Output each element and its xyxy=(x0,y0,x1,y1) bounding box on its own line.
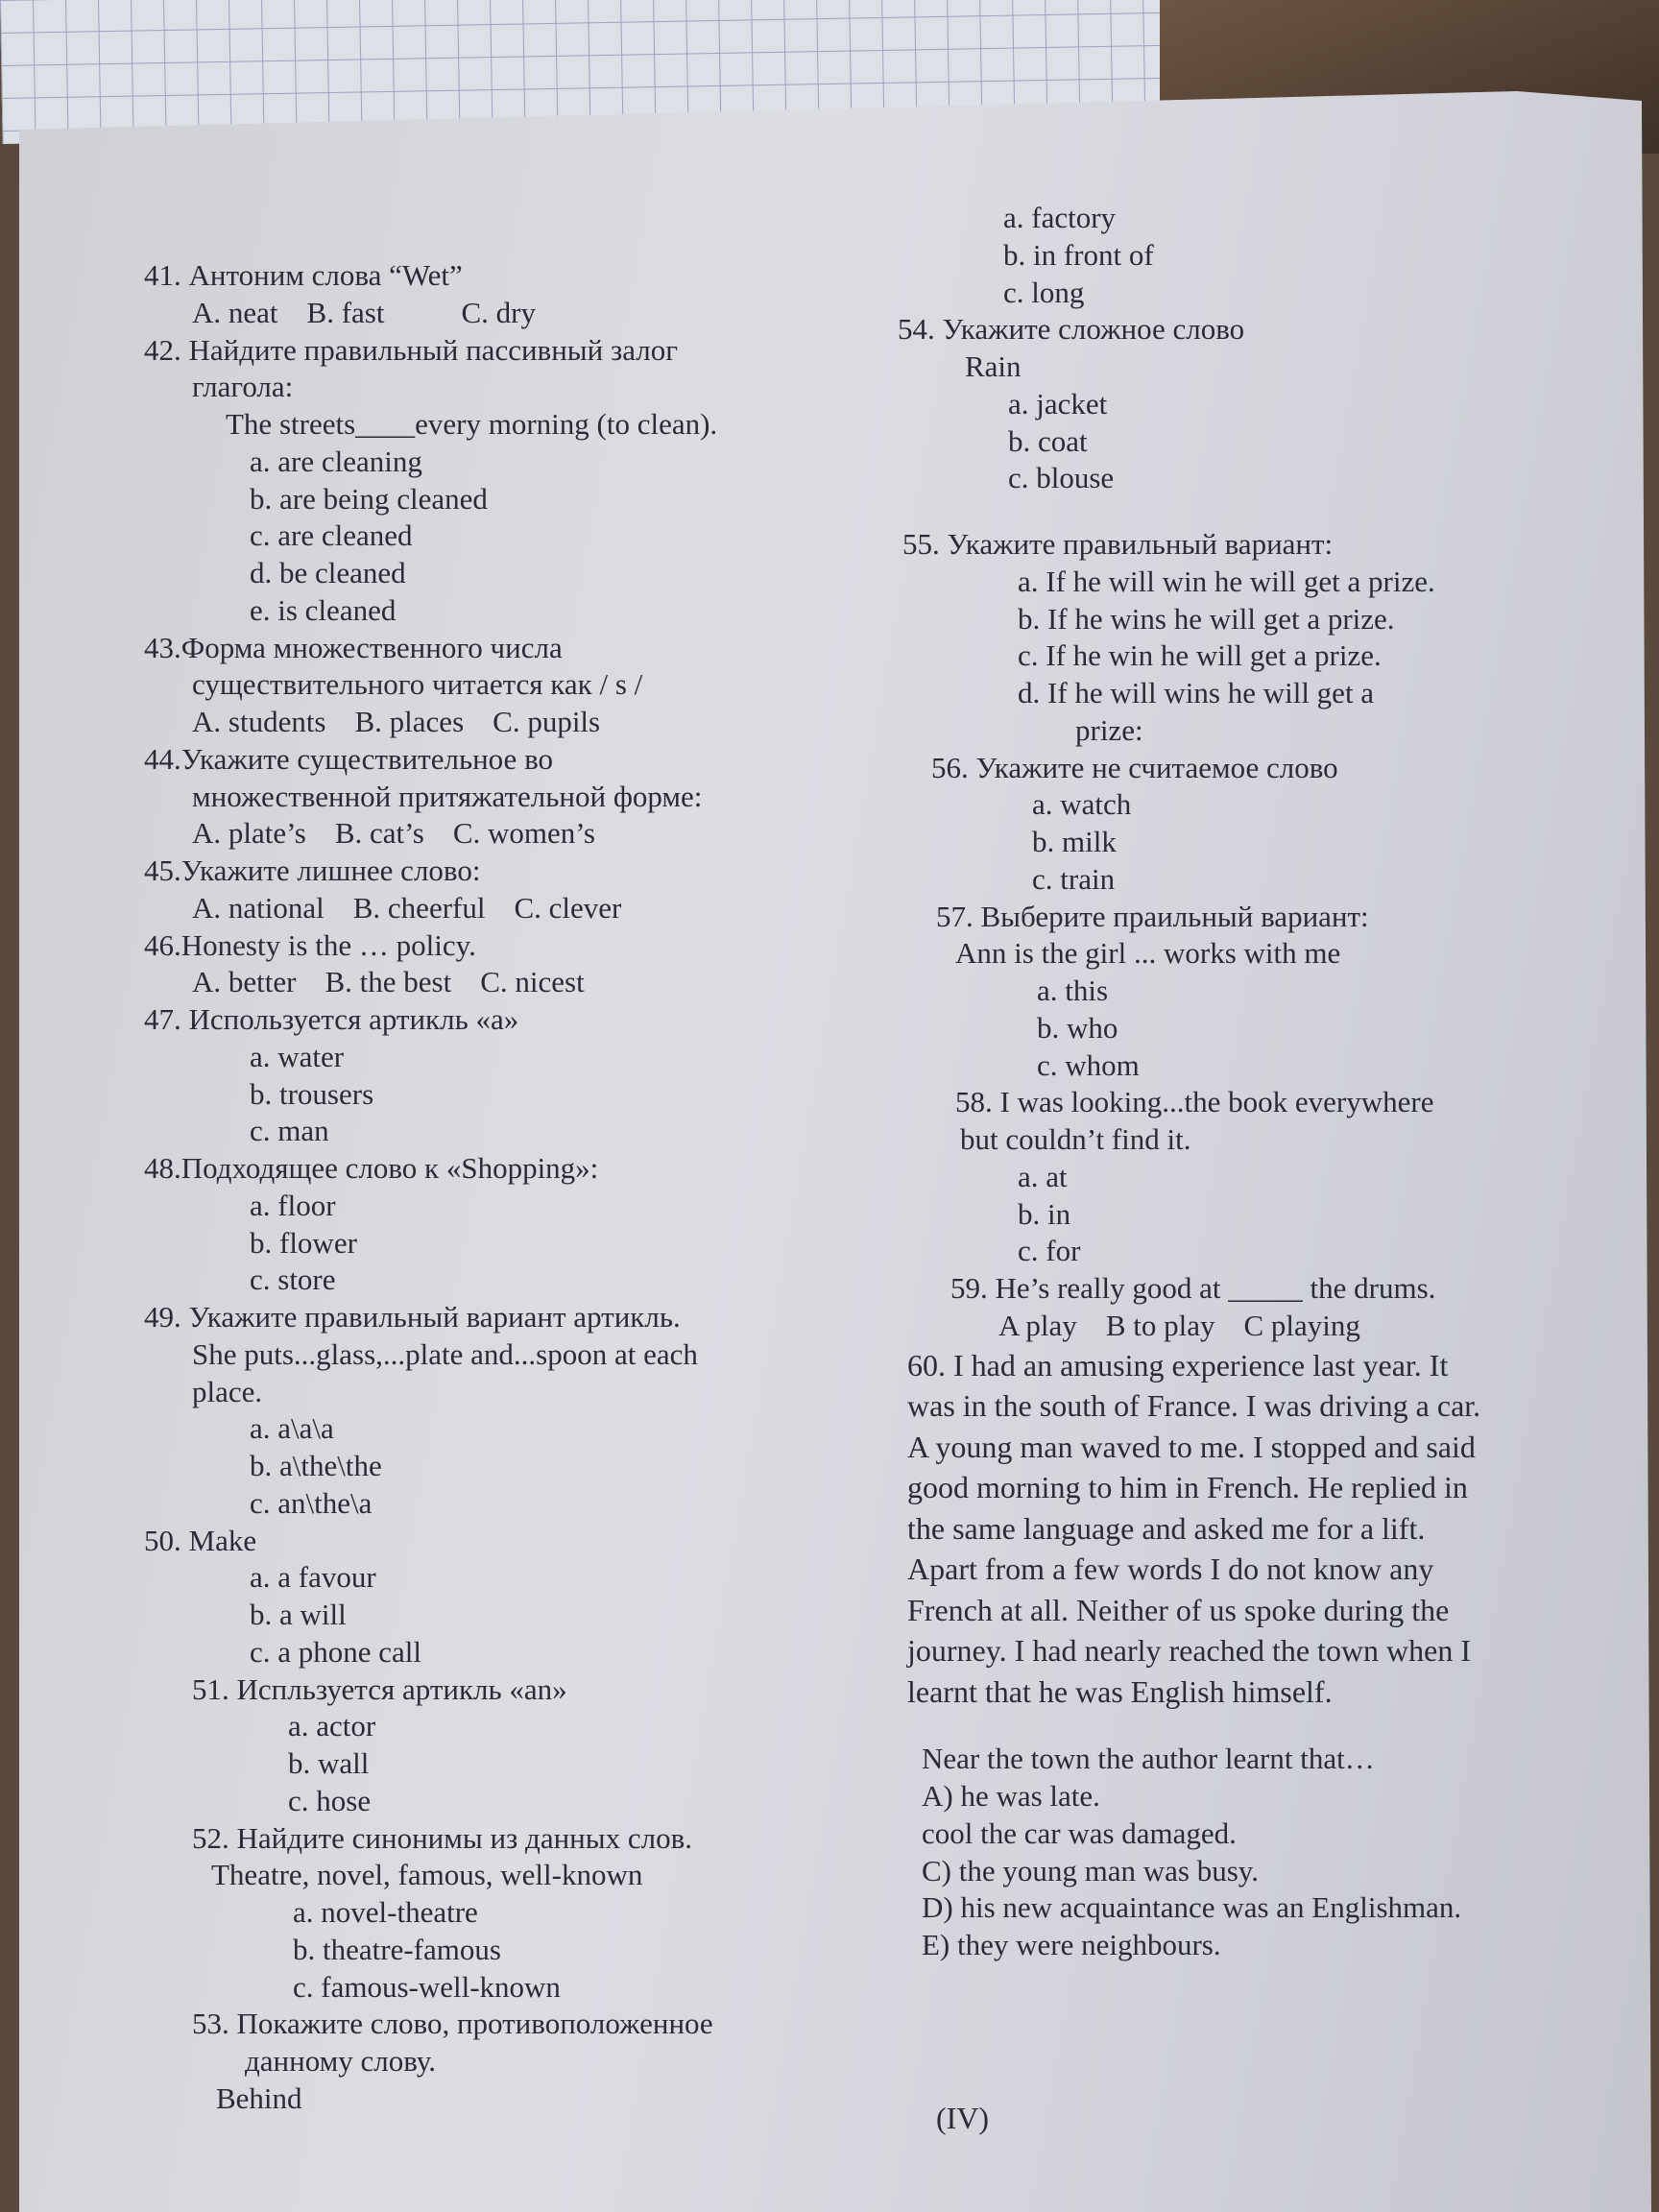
question-43-options xyxy=(144,704,835,741)
option: A. neat xyxy=(192,295,278,329)
option: B. cat’s xyxy=(334,816,424,851)
option: B. the best xyxy=(325,965,452,999)
question-59-options xyxy=(898,1308,1608,1345)
option: a. novel-theatre xyxy=(293,1895,478,1929)
passage-line: 60. I had an amusing experience last year. It xyxy=(907,1347,1449,1382)
question-53-cont: данному слову. xyxy=(245,2044,436,2078)
page-number: (IV) xyxy=(936,2101,990,2135)
option: a. are cleaning xyxy=(250,444,422,478)
question-54-word: Rain xyxy=(965,349,1022,383)
option: B. places xyxy=(354,705,465,738)
question-57-sentence: Ann is the girl ... works with me xyxy=(955,936,1341,971)
question-46: 46.Honesty is the … policy. xyxy=(144,927,476,962)
option: b. who xyxy=(1037,1010,1118,1045)
question-45-options xyxy=(144,890,835,927)
option: a. floor xyxy=(250,1188,336,1222)
question-42: 42. Найдите правильный пассивный залог xyxy=(144,332,678,367)
question-51: 51. Испльзуется артикль «an» xyxy=(192,1671,567,1706)
question-52: 52. Найдите синонимы из данных слов. xyxy=(192,1820,692,1855)
question-48: 48.Подходящее слово к «Shopping»: xyxy=(144,1151,599,1185)
option: c. store xyxy=(250,1262,336,1297)
left-column xyxy=(144,257,835,2118)
question-50: 50. Make xyxy=(144,1523,257,1557)
option: B to play xyxy=(1105,1308,1215,1342)
option: a. a\a\a xyxy=(250,1411,334,1446)
option: c. train xyxy=(1032,861,1116,896)
question-49-sentence-cont: place. xyxy=(192,1374,263,1408)
option: a. this xyxy=(1037,974,1109,1007)
option: c. If he win he will get a prize. xyxy=(1018,638,1382,673)
right-column xyxy=(898,200,1608,1964)
option: C) the young man was busy. xyxy=(922,1853,1260,1887)
option: c. are cleaned xyxy=(250,518,413,553)
option: c. an\the\a xyxy=(250,1485,373,1520)
option: b. trousers xyxy=(250,1076,374,1111)
option: d. be cleaned xyxy=(250,556,406,589)
passage-line: A young man waved to me. I stopped and said xyxy=(907,1429,1476,1464)
option: b. a will xyxy=(250,1598,347,1631)
question-43-cont: существительного читается как / s / xyxy=(192,667,643,702)
option: b. theatre-famous xyxy=(293,1932,501,1966)
question-58-cont: but couldn’t find it. xyxy=(960,1122,1191,1156)
option-cont: prize: xyxy=(1075,712,1143,747)
option: c. man xyxy=(250,1114,329,1148)
option: C. women’s xyxy=(452,816,595,851)
passage-line: learnt that he was English himself. xyxy=(907,1673,1333,1709)
option: a. jacket xyxy=(1008,386,1108,421)
question-44-options xyxy=(144,815,835,853)
passage-line: good morning to him in French. He replied in xyxy=(907,1470,1468,1505)
question-49: 49. Укажите правильный вариант артикль. xyxy=(144,1300,681,1334)
option: c. whom xyxy=(1037,1047,1140,1082)
question-60-passage xyxy=(898,1345,1608,1713)
option: A. national xyxy=(192,890,325,925)
question-55: 55. Укажите правильный вариант: xyxy=(902,527,1334,561)
option: b. coat xyxy=(1008,423,1088,458)
question-41-options xyxy=(144,295,835,332)
question-53-word: Behind xyxy=(216,2080,302,2115)
option: b. If he wins he will get a prize. xyxy=(1018,601,1395,636)
option: b. in front of xyxy=(1003,237,1154,272)
question-47: 47. Используется артикль «a» xyxy=(144,1002,519,1036)
option: d. If he will wins he will get a xyxy=(1018,676,1375,709)
option: A. students xyxy=(192,705,326,738)
question-44-cont: множественной притяжательной форме: xyxy=(192,779,703,813)
option: c. for xyxy=(1018,1234,1081,1268)
option: B. cheerful xyxy=(352,890,486,925)
option: b. flower xyxy=(250,1225,357,1260)
question-52-sentence: Theatre, novel, famous, well-known xyxy=(211,1858,643,1892)
question-43: 43.Форма множественного числа xyxy=(144,630,563,664)
passage-line: Apart from a few words I do not know any xyxy=(907,1551,1434,1587)
option: A) he was late. xyxy=(922,1779,1100,1814)
option: E) they were neighbours. xyxy=(922,1928,1221,1962)
option: c. famous-well-known xyxy=(293,1969,561,2004)
passage-line: the same language and asked me for a lift. xyxy=(907,1510,1426,1546)
option: b. in xyxy=(1018,1196,1071,1231)
question-59: 59. He’s really good at _____ the drums. xyxy=(950,1271,1436,1305)
option: b. a\the\the xyxy=(250,1449,382,1482)
option: b. are being cleaned xyxy=(250,481,488,516)
question-57: 57. Выберите праильный вариант: xyxy=(936,899,1369,933)
option: a. water xyxy=(250,1039,345,1073)
option: D) his new acquaintance was an Englishman. xyxy=(922,1890,1462,1925)
option: A. plate’s xyxy=(192,816,306,851)
option: C. dry xyxy=(461,295,536,329)
option: b. wall xyxy=(288,1746,370,1780)
option: b. milk xyxy=(1032,825,1117,858)
option: e. is cleaned xyxy=(250,592,397,627)
question-45: 45.Укажите лишнее слово: xyxy=(144,854,481,887)
option: c. a phone call xyxy=(250,1634,422,1669)
option: a. a favour xyxy=(250,1560,376,1595)
option: C playing xyxy=(1243,1308,1360,1342)
option: c. hose xyxy=(288,1783,372,1817)
question-41: 41. Антоним слова “Wet” xyxy=(144,258,463,292)
option: C. nicest xyxy=(480,965,585,999)
question-42-sentence: The streets____every morning (to clean). xyxy=(226,407,718,441)
passage-line: journey. I had nearly reached the town when I xyxy=(907,1633,1472,1669)
option: a. factory xyxy=(1003,201,1117,234)
option: a. watch xyxy=(1032,787,1132,822)
question-46-options xyxy=(144,964,835,1001)
question-58: 58. I was looking...the book everywhere xyxy=(955,1085,1434,1119)
question-54: 54. Укажите сложное слово xyxy=(898,312,1245,347)
question-49-sentence: She puts...glass,...plate and...spoon at each xyxy=(192,1336,698,1371)
question-53: 53. Покажите слово, противоположенное xyxy=(192,2007,713,2041)
option: c. blouse xyxy=(1008,461,1115,495)
option: C. pupils xyxy=(493,705,601,738)
passage-line: French at all. Neither of us spoke during the xyxy=(907,1592,1450,1627)
question-42-cont: глагола: xyxy=(192,370,294,404)
option: a. If he will win he will get a prize. xyxy=(1018,564,1435,598)
option: B. fast xyxy=(306,295,385,329)
option: A play xyxy=(998,1308,1077,1342)
question-56: 56. Укажите не считаемое слово xyxy=(931,750,1338,784)
option: A. better xyxy=(192,965,297,999)
question-44: 44.Укажите существительное во xyxy=(144,741,553,776)
question-60-options xyxy=(898,1741,1608,1964)
option: a. actor xyxy=(288,1709,376,1743)
option: cool the car was damaged. xyxy=(922,1815,1237,1850)
option: c. long xyxy=(1003,275,1085,309)
passage-line: was in the south of France. I was driving a car. xyxy=(907,1388,1481,1424)
option: C. clever xyxy=(514,890,622,925)
question-60-question: Near the town the author learnt that… xyxy=(922,1742,1375,1776)
option: a. at xyxy=(1018,1159,1068,1193)
